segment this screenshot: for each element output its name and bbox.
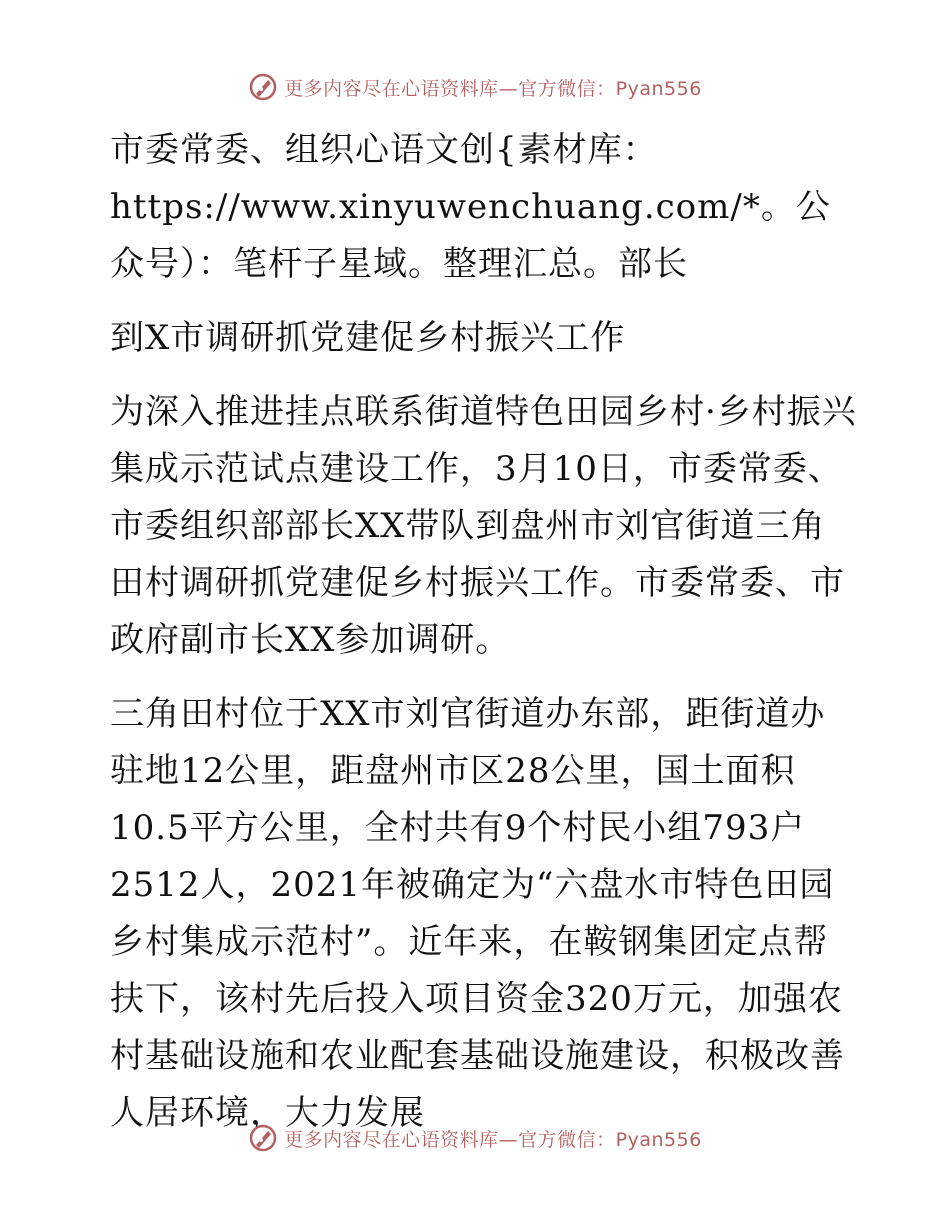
watermark-text: 更多内容尽在心语资料库—官方微信：Pyan556 [284, 1128, 702, 1151]
pen-logo-icon [248, 72, 278, 102]
watermark-text: 更多内容尽在心语资料库—官方微信：Pyan556 [284, 77, 702, 100]
paragraph-village: 三角田村位于XX市刘官街道办东部，距街道办驻地12公里，距盘州市区28公里，国土面积10.5平方公里，全村共有9个村民小组793户2512人，2021年被确定为“六盘水市特色田园乡村集成示范村”。近年来，在鞍钢集团定点帮扶下，该村先后投入项目资金320万元，加强农村基础设施和农业配套基础设施建设，积极改善人居环境，大力发展 [110, 694, 845, 1133]
watermark-banner-bottom [0, 1123, 950, 1153]
document-title: 到X市调研抓党建促乡村振兴工作 [110, 318, 626, 358]
pen-logo-icon [248, 1123, 278, 1153]
paragraph-intro: 为深入推进挂点联系街道特色田园乡村·乡村振兴集成示范试点建设工作，3月10日，市委常委、市委组织部部长XX带队到盘州市刘官街道三角田村调研抓党建促乡村振兴工作。市委常委、市政府副市长XX参加调研。 [110, 392, 857, 660]
paragraph-source: 市委常委、组织心语文创{素材库：https://www.xinyuwenchuang.com/*。公众号）：笔杆子星域。整理汇总。部长 [110, 130, 831, 284]
watermark-banner-top [0, 72, 950, 102]
document-body [98, 122, 858, 1142]
